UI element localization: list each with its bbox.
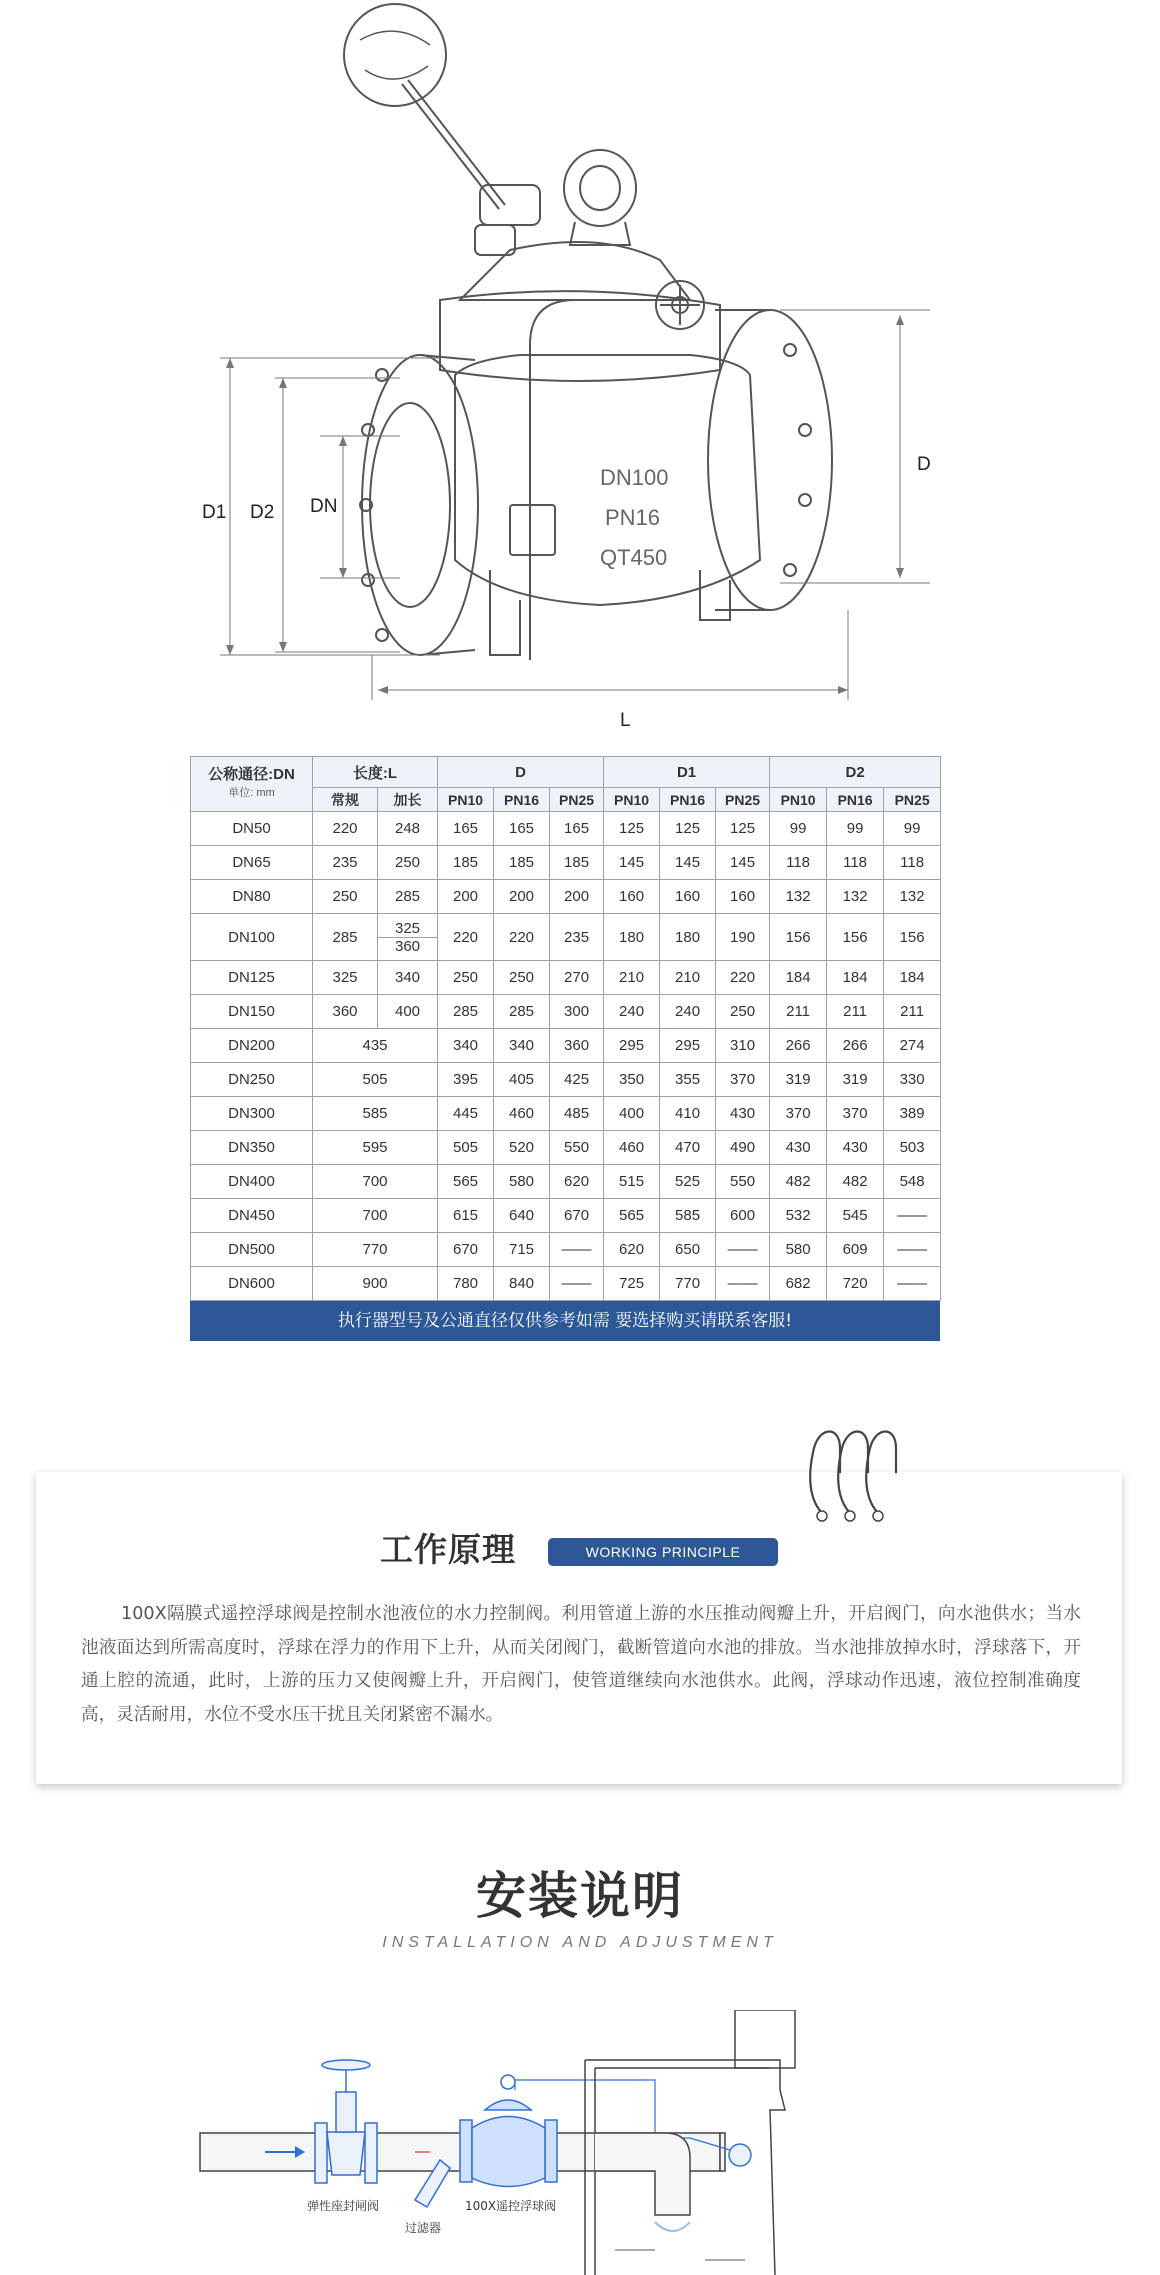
cell-d2-pn10: 580 — [770, 1233, 827, 1267]
cell-d1-pn10: 210 — [604, 961, 660, 995]
cell-d2-pn25: 503 — [884, 1131, 941, 1165]
cell-length: 585 — [313, 1097, 438, 1131]
cell-d1-pn25: —— — [716, 1233, 770, 1267]
table-row — [191, 995, 941, 1029]
cell-d-pn16: 520 — [494, 1131, 550, 1165]
cell-d1-pn10: 515 — [604, 1165, 660, 1199]
cell-d-pn16: 405 — [494, 1063, 550, 1097]
header-d-pn25: PN25 — [550, 788, 604, 812]
table-row — [191, 880, 941, 914]
cell-dn: DN250 — [191, 1063, 313, 1097]
cell-dn: DN125 — [191, 961, 313, 995]
cell-d2-pn25: —— — [884, 1199, 941, 1233]
cell-length: 900 — [313, 1267, 438, 1301]
dim-d-label: D — [917, 454, 931, 475]
cell-d-pn16: 250 — [494, 961, 550, 995]
cell-d2-pn16: 545 — [827, 1199, 884, 1233]
table-row — [191, 1233, 941, 1267]
dim-d1-label: D1 — [202, 502, 227, 523]
cell-d2-pn16: 609 — [827, 1233, 884, 1267]
cell-d-pn25: 670 — [550, 1199, 604, 1233]
cell-d2-pn10: 184 — [770, 961, 827, 995]
cell-d-pn10: 395 — [438, 1063, 494, 1097]
binder-rings-icon — [800, 1418, 900, 1530]
cell-d-pn10: 445 — [438, 1097, 494, 1131]
cell-length-std: 235 — [313, 846, 378, 880]
cell-length-std: 325 — [313, 961, 378, 995]
cell-d1-pn16: 145 — [660, 846, 716, 880]
header-d2-pn10: PN10 — [770, 788, 827, 812]
cell-d2-pn10: 99 — [770, 812, 827, 846]
cell-length-ext: 248 — [378, 812, 438, 846]
header-d2-pn25: PN25 — [884, 788, 941, 812]
cell-d2-pn16: 720 — [827, 1267, 884, 1301]
cell-length: 700 — [313, 1199, 438, 1233]
cell-d-pn16: 640 — [494, 1199, 550, 1233]
cell-d2-pn25: 132 — [884, 880, 941, 914]
cell-d-pn10: 250 — [438, 961, 494, 995]
cell-d2-pn16: 266 — [827, 1029, 884, 1063]
cell-d-pn16: 840 — [494, 1267, 550, 1301]
cell-d-pn25: 485 — [550, 1097, 604, 1131]
cell-d2-pn10: 482 — [770, 1165, 827, 1199]
cell-d-pn25: —— — [550, 1267, 604, 1301]
header-d2-pn16: PN16 — [827, 788, 884, 812]
cell-d-pn16: 285 — [494, 995, 550, 1029]
cell-dn: DN450 — [191, 1199, 313, 1233]
cell-d1-pn25: 125 — [716, 812, 770, 846]
header-dn: 公称通径:DN 单位: mm — [191, 757, 313, 812]
cell-d-pn25: 235 — [550, 914, 604, 961]
cell-length-std: 250 — [313, 880, 378, 914]
cell-d1-pn25: 250 — [716, 995, 770, 1029]
cell-length-ext: 250 — [378, 846, 438, 880]
cell-d-pn10: 780 — [438, 1267, 494, 1301]
spec-table-section — [190, 756, 940, 1341]
cell-d-pn10: 565 — [438, 1165, 494, 1199]
header-d-pn16: PN16 — [494, 788, 550, 812]
cell-d1-pn16: 240 — [660, 995, 716, 1029]
header-standard: 常规 — [313, 788, 378, 812]
cell-d1-pn16: 470 — [660, 1131, 716, 1165]
table-row — [191, 1165, 941, 1199]
principle-text: 100X隔膜式遥控浮球阀是控制水池液位的水力控制阀。利用管道上游的水压推动阀瓣上升，开启阀门，向水池供水；当水池液面达到所需高度时，浮球在浮力的作用下上升，从而关闭阀门，截断管道向水池的排放。当水池排放掉水时，浮球落下，开通上腔的流通，此时，上游的压力又使阀瓣上升，开启阀门，使管道继续向水池供水。此阀，浮球动作迅速，液位控制准确度高，灵活耐用，水位不受水压干扰且关闭紧密不漏水。 — [81, 1604, 1081, 1725]
cell-d1-pn25: 220 — [716, 961, 770, 995]
cell-d2-pn16: 211 — [827, 995, 884, 1029]
cell-d1-pn25: —— — [716, 1267, 770, 1301]
table-row — [191, 1131, 941, 1165]
cell-d1-pn10: 725 — [604, 1267, 660, 1301]
header-d1: D1 — [604, 757, 770, 788]
cell-d1-pn10: 240 — [604, 995, 660, 1029]
cell-d1-pn10: 400 — [604, 1097, 660, 1131]
cell-d-pn25: 620 — [550, 1165, 604, 1199]
header-d-pn10: PN10 — [438, 788, 494, 812]
cell-d2-pn16: 319 — [827, 1063, 884, 1097]
cell-d-pn16: 460 — [494, 1097, 550, 1131]
cell-length-ext — [378, 914, 438, 961]
cell-d1-pn25: 430 — [716, 1097, 770, 1131]
cell-length-std: 360 — [313, 995, 378, 1029]
cell-d2-pn25: 118 — [884, 846, 941, 880]
cell-dn: DN300 — [191, 1097, 313, 1131]
cell-length-std: 285 — [313, 914, 378, 961]
cell-d1-pn16: 125 — [660, 812, 716, 846]
cell-d2-pn25: 211 — [884, 995, 941, 1029]
cell-dn: DN50 — [191, 812, 313, 846]
table-row — [191, 1267, 941, 1301]
cell-d2-pn10: 319 — [770, 1063, 827, 1097]
cell-d2-pn16: 118 — [827, 846, 884, 880]
cell-d2-pn16: 99 — [827, 812, 884, 846]
cell-d1-pn25: 550 — [716, 1165, 770, 1199]
cell-d1-pn10: 350 — [604, 1063, 660, 1097]
cell-d2-pn10: 532 — [770, 1199, 827, 1233]
table-row — [191, 1199, 941, 1233]
cell-dn: DN400 — [191, 1165, 313, 1199]
cell-length-ext: 400 — [378, 995, 438, 1029]
cell-d2-pn16: 482 — [827, 1165, 884, 1199]
cell-d2-pn10: 132 — [770, 880, 827, 914]
principle-badge: WORKING PRINCIPLE — [548, 1538, 778, 1566]
cell-d-pn16: 185 — [494, 846, 550, 880]
cell-d2-pn25: 99 — [884, 812, 941, 846]
body-mark-dn: DN100 — [600, 465, 669, 490]
cell-dn: DN80 — [191, 880, 313, 914]
cell-d-pn25: 200 — [550, 880, 604, 914]
cell-d-pn25: 360 — [550, 1029, 604, 1063]
cell-d2-pn16: 184 — [827, 961, 884, 995]
table-row — [191, 1029, 941, 1063]
cell-d2-pn25: 274 — [884, 1029, 941, 1063]
header-length: 长度:L — [313, 757, 438, 788]
cell-d1-pn16: 410 — [660, 1097, 716, 1131]
cell-d-pn10: 615 — [438, 1199, 494, 1233]
table-row — [191, 846, 941, 880]
cell-d-pn16: 580 — [494, 1165, 550, 1199]
cell-d-pn10: 200 — [438, 880, 494, 914]
cell-d1-pn16: 160 — [660, 880, 716, 914]
cell-d1-pn10: 565 — [604, 1199, 660, 1233]
header-extended: 加长 — [378, 788, 438, 812]
cell-d1-pn25: 370 — [716, 1063, 770, 1097]
cell-d1-pn10: 460 — [604, 1131, 660, 1165]
cell-d-pn25: 165 — [550, 812, 604, 846]
cell-d1-pn25: 145 — [716, 846, 770, 880]
table-note-banner: 执行器型号及公通直径仅供参考如需 要选择购买请联系客服! — [190, 1301, 940, 1341]
cell-length: 505 — [313, 1063, 438, 1097]
cell-d-pn25: 185 — [550, 846, 604, 880]
install-subtitle: INSTALLATION AND ADJUSTMENT — [382, 1934, 778, 1951]
cell-d-pn16: 200 — [494, 880, 550, 914]
cell-d2-pn16: 370 — [827, 1097, 884, 1131]
body-mark-model: QT450 — [600, 545, 668, 570]
header-d1-pn16: PN16 — [660, 788, 716, 812]
cell-d2-pn10: 156 — [770, 914, 827, 961]
spec-table — [190, 756, 941, 1301]
cell-d-pn10: 670 — [438, 1233, 494, 1267]
cell-d1-pn10: 295 — [604, 1029, 660, 1063]
cell-d1-pn16: 770 — [660, 1267, 716, 1301]
cell-d-pn10: 285 — [438, 995, 494, 1029]
cell-dn: DN100 — [191, 914, 313, 961]
header-d: D — [438, 757, 604, 788]
cell-d2-pn25: —— — [884, 1267, 941, 1301]
cell-dn: DN500 — [191, 1233, 313, 1267]
cell-d1-pn25: 310 — [716, 1029, 770, 1063]
cell-d-pn16: 340 — [494, 1029, 550, 1063]
cell-d2-pn25: 184 — [884, 961, 941, 995]
cell-length: 700 — [313, 1165, 438, 1199]
cell-d2-pn16: 156 — [827, 914, 884, 961]
cell-d1-pn16: 525 — [660, 1165, 716, 1199]
header-d2: D2 — [770, 757, 941, 788]
cell-dn: DN150 — [191, 995, 313, 1029]
cell-d2-pn25: —— — [884, 1233, 941, 1267]
table-row — [191, 1097, 941, 1131]
dim-d2-label: D2 — [250, 502, 275, 523]
cell-dn: DN65 — [191, 846, 313, 880]
install-diagram — [185, 2010, 965, 2275]
cell-d-pn25: 300 — [550, 995, 604, 1029]
cell-d2-pn16: 430 — [827, 1131, 884, 1165]
cell-d1-pn10: 180 — [604, 914, 660, 961]
cell-length-ext-b: 360 — [378, 937, 437, 955]
cell-d-pn25: 425 — [550, 1063, 604, 1097]
cell-d-pn16: 715 — [494, 1233, 550, 1267]
dim-l-label: L — [620, 710, 631, 731]
cell-length-ext: 285 — [378, 880, 438, 914]
cell-d1-pn16: 355 — [660, 1063, 716, 1097]
cell-length: 595 — [313, 1131, 438, 1165]
float-ball-icon — [344, 4, 446, 106]
cell-length: 770 — [313, 1233, 438, 1267]
table-row — [191, 961, 941, 995]
cell-d1-pn16: 295 — [660, 1029, 716, 1063]
cell-d-pn10: 185 — [438, 846, 494, 880]
cell-d1-pn16: 585 — [660, 1199, 716, 1233]
cell-d1-pn25: 490 — [716, 1131, 770, 1165]
table-row — [191, 914, 941, 961]
cell-d1-pn16: 210 — [660, 961, 716, 995]
cell-d1-pn16: 650 — [660, 1233, 716, 1267]
cell-d1-pn10: 160 — [604, 880, 660, 914]
cell-d-pn25: 270 — [550, 961, 604, 995]
cell-d1-pn25: 190 — [716, 914, 770, 961]
cell-d2-pn10: 682 — [770, 1267, 827, 1301]
cell-d-pn16: 165 — [494, 812, 550, 846]
cell-d-pn10: 165 — [438, 812, 494, 846]
cell-d-pn25: 550 — [550, 1131, 604, 1165]
cell-d1-pn16: 180 — [660, 914, 716, 961]
table-row — [191, 1063, 941, 1097]
gate-valve-label: 弹性座封闸阀 — [307, 2199, 380, 2213]
cell-dn: DN600 — [191, 1267, 313, 1301]
cell-d2-pn10: 118 — [770, 846, 827, 880]
cell-d2-pn25: 548 — [884, 1165, 941, 1199]
cell-d2-pn25: 389 — [884, 1097, 941, 1131]
valve-drawing — [0, 0, 1160, 740]
cell-d-pn10: 220 — [438, 914, 494, 961]
cell-d2-pn25: 330 — [884, 1063, 941, 1097]
cell-d2-pn10: 266 — [770, 1029, 827, 1063]
cell-d-pn10: 505 — [438, 1131, 494, 1165]
cell-d1-pn25: 600 — [716, 1199, 770, 1233]
dim-dn-label: DN — [310, 496, 338, 517]
cell-length: 435 — [313, 1029, 438, 1063]
body-mark-pn: PN16 — [605, 505, 661, 530]
cell-d-pn16: 220 — [494, 914, 550, 961]
header-d1-pn10: PN10 — [604, 788, 660, 812]
cell-d1-pn25: 160 — [716, 880, 770, 914]
header-unit: 单位: mm — [228, 787, 275, 799]
cell-d-pn25: —— — [550, 1233, 604, 1267]
float-valve-icon — [460, 2075, 557, 2187]
cell-dn: DN200 — [191, 1029, 313, 1063]
cell-d2-pn10: 211 — [770, 995, 827, 1029]
table-row — [191, 812, 941, 846]
cell-dn: DN350 — [191, 1131, 313, 1165]
cell-d2-pn16: 132 — [827, 880, 884, 914]
cell-length-ext-a: 325 — [394, 919, 421, 937]
cell-d1-pn10: 125 — [604, 812, 660, 846]
cell-d2-pn25: 156 — [884, 914, 941, 961]
filter-label: 过滤器 — [405, 2221, 442, 2235]
cell-d-pn10: 340 — [438, 1029, 494, 1063]
cell-length-std: 220 — [313, 812, 378, 846]
cell-d1-pn10: 620 — [604, 1233, 660, 1267]
float-valve-label: 100X遥控浮球阀 — [465, 2199, 557, 2213]
cell-d1-pn10: 145 — [604, 846, 660, 880]
install-title: 安装说明 — [476, 1867, 684, 1925]
gate-valve-icon — [315, 2060, 377, 2183]
cell-d2-pn10: 370 — [770, 1097, 827, 1131]
header-d1-pn25: PN25 — [716, 788, 770, 812]
principle-title: 工作原理 — [380, 1530, 516, 1569]
cell-d2-pn10: 430 — [770, 1131, 827, 1165]
cell-length-ext: 340 — [378, 961, 438, 995]
